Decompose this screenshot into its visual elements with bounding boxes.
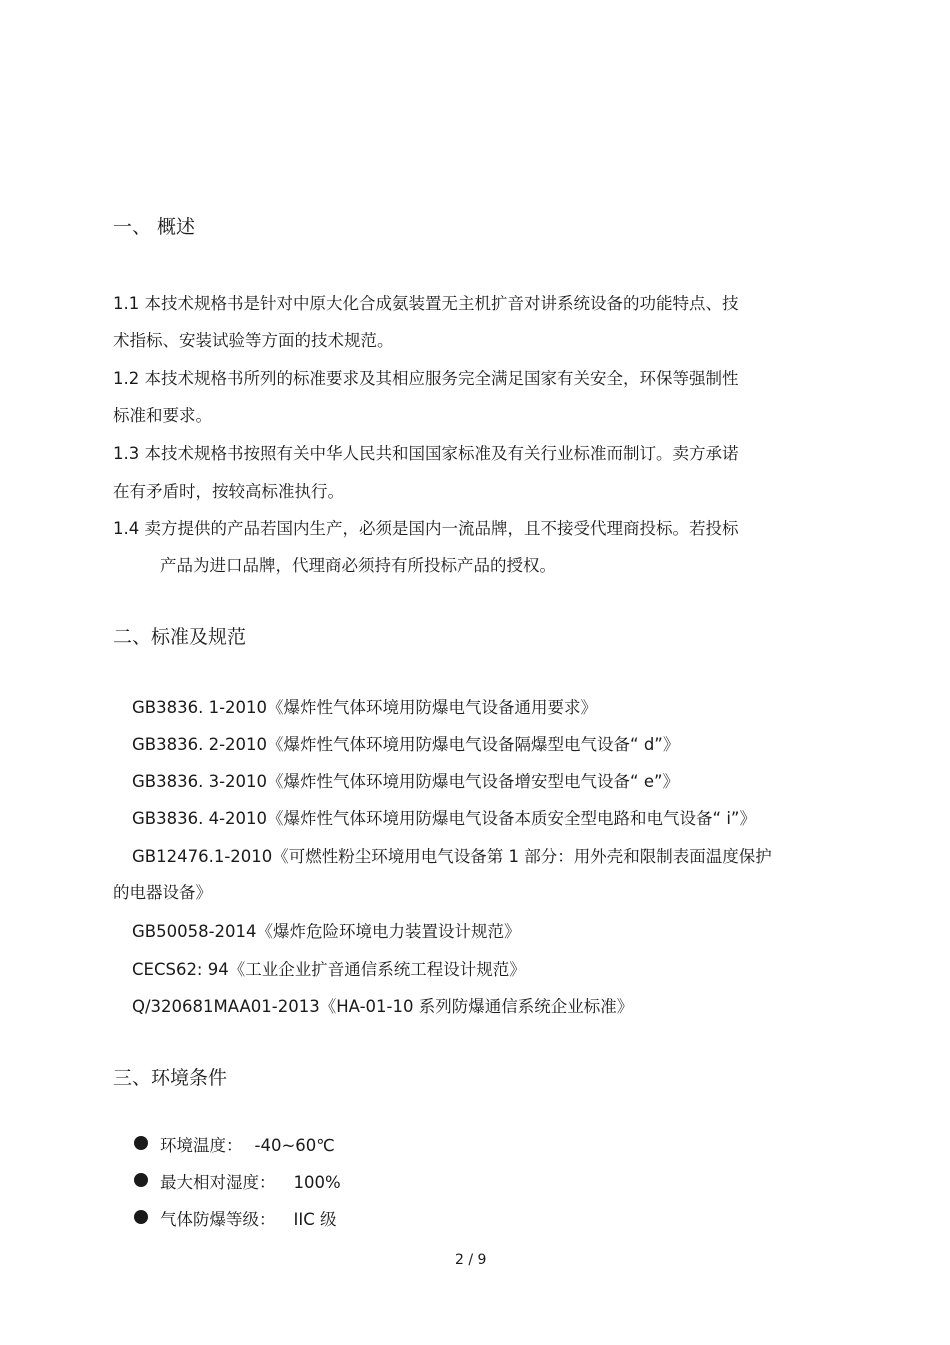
paragraph-1-1-line2: 术指标、安装试验等方面的技术规范。 <box>113 331 394 350</box>
condition-value: -40~60℃ <box>254 1136 335 1155</box>
page-number: 2 / 9 <box>455 1252 487 1268</box>
condition-value: IIC 级 <box>293 1210 337 1229</box>
bullet-icon <box>134 1136 148 1150</box>
standard-item: GB3836. 1-2010《爆炸性气体环境用防爆电气设备通用要求》 <box>132 698 598 717</box>
standard-item: CECS62: 94《工业企业扩音通信系统工程设计规范》 <box>132 960 526 979</box>
section-heading-overview: 一、 概述 <box>113 216 196 238</box>
condition-label: 最大相对湿度： <box>160 1173 276 1192</box>
paragraph-1-3-line1: 1.3 本技术规格书按照有关中华人民共和国国家标准及有关行业标准而制订。卖方承诺 <box>113 444 739 463</box>
condition-label: 环境温度： <box>160 1136 243 1155</box>
condition-label: 气体防爆等级： <box>160 1210 276 1229</box>
standard-item: Q/320681MAA01-2013《HA-01-10 系列防爆通信系统企业标准》 <box>132 997 634 1016</box>
standard-item: GB12476.1-2010《可燃性粉尘环境用电气设备第 1 部分：用外壳和限制表面温度保护 <box>132 847 772 866</box>
standard-item: GB3836. 4-2010《爆炸性气体环境用防爆电气设备本质安全型电路和电气设备“ i”》 <box>132 809 756 828</box>
bullet-icon <box>134 1210 148 1224</box>
condition-value: 100% <box>293 1173 341 1192</box>
paragraph-1-3-line2: 在有矛盾时，按较高标准执行。 <box>113 482 344 501</box>
condition-item <box>160 1206 337 1230</box>
paragraph-1-2-line1: 1.2 本技术规格书所列的标准要求及其相应服务完全满足国家有关安全，环保等强制性 <box>113 369 739 388</box>
section-heading-standards: 二、标准及规范 <box>113 626 247 648</box>
condition-item <box>160 1132 335 1156</box>
paragraph-1-4-line1: 1.4 卖方提供的产品若国内生产，必须是国内一流品牌，且不接受代理商投标。若投标 <box>113 519 739 538</box>
section-heading-environment: 三、环境条件 <box>113 1067 228 1089</box>
bullet-icon <box>134 1173 148 1187</box>
standard-item: GB3836. 3-2010《爆炸性气体环境用防爆电气设备增安型电气设备“ e”》 <box>132 772 680 791</box>
standard-item-continuation: 的电器设备》 <box>113 883 212 902</box>
paragraph-1-2-line2: 标准和要求。 <box>113 406 212 425</box>
standard-item: GB50058-2014《爆炸危险环境电力装置设计规范》 <box>132 922 521 941</box>
standard-item: GB3836. 2-2010《爆炸性气体环境用防爆电气设备隔爆型电气设备“ d”》 <box>132 735 680 754</box>
condition-item <box>160 1169 341 1193</box>
paragraph-1-4-line2: 产品为进口品牌，代理商必须持有所投标产品的授权。 <box>160 556 556 575</box>
paragraph-1-1-line1: 1.1 本技术规格书是针对中原大化合成氨装置无主机扩音对讲系统设备的功能特点、技 <box>113 294 739 313</box>
